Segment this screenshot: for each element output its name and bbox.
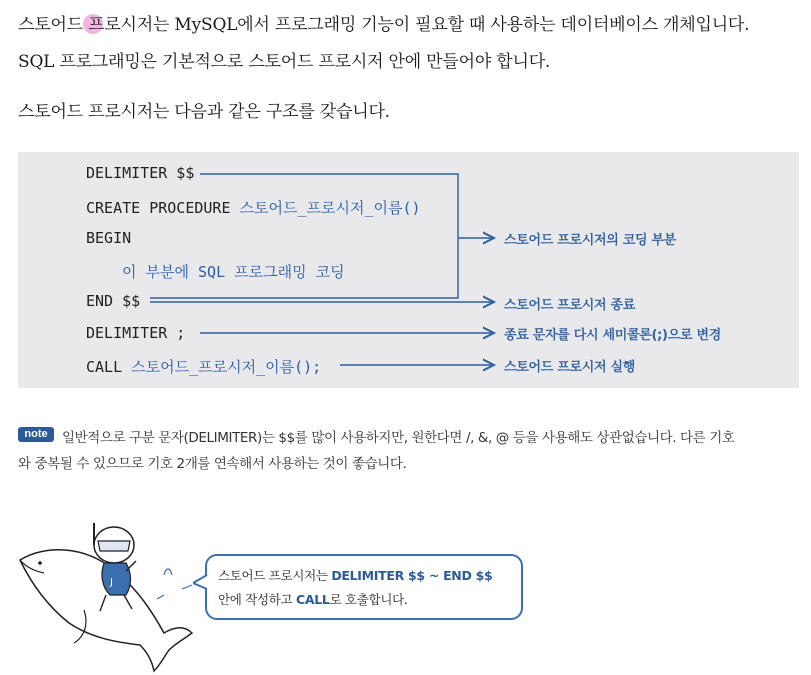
- dolphin-mascot-illustration: [14, 515, 194, 675]
- note-text-line2: 와 중복될 수 있으므로 기호 2개를 연속해서 사용하는 것이 좋습니다.: [18, 456, 407, 472]
- code-call-name: 스토어드_프로시저_이름();: [131, 358, 322, 376]
- svg-text:J: J: [110, 577, 113, 588]
- annotation-end: 스토어드 프로시저 종료: [504, 298, 636, 313]
- intro-paragraph-line2: SQL 프로그래밍은 기본적으로 스토어드 프로시저 안에 만들어야 합니다.: [18, 52, 551, 72]
- annotation-coding-part: 스토어드 프로시저의 코딩 부분: [504, 233, 677, 248]
- intro-paragraph-line1: 스토어드 프로시저는 MySQL에서 프로그래밍 기능이 필요할 때 사용하는 데이터베이스 개체입니다.: [18, 15, 750, 35]
- bubble-text: 스토어드 프로시저는: [218, 568, 332, 583]
- bubble-emphasis: CALL: [296, 592, 330, 607]
- annotation-execute: 스토어드 프로시저 실행: [504, 360, 636, 375]
- bubble-text: 로 호출합니다.: [329, 592, 408, 607]
- code-keyword: CREATE PROCEDURE: [86, 199, 240, 217]
- code-line-delimiter-end: DELIMITER ;: [86, 324, 186, 342]
- speech-bubble-line2: [218, 590, 408, 608]
- code-line-end: END $$: [86, 292, 141, 310]
- bubble-text: 안에 작성하고: [218, 592, 296, 607]
- speech-bubble: [205, 554, 523, 620]
- bubble-emphasis: DELIMITER $$ ~ END $$: [331, 568, 493, 583]
- code-line-body: 이 부분에 SQL 프로그래밍 코딩: [122, 263, 345, 281]
- intro-paragraph-line3: 스토어드 프로시저는 다음과 같은 구조를 갖습니다.: [18, 102, 390, 122]
- code-keyword: CALL: [86, 358, 132, 376]
- code-line-begin: BEGIN: [86, 229, 132, 247]
- speech-bubble-line1: [218, 566, 492, 584]
- code-line-delimiter-start: DELIMITER $$: [86, 164, 195, 182]
- speech-bubble-tail: [193, 575, 209, 591]
- code-procedure-name: 스토어드_프로시저_이름(): [239, 199, 421, 217]
- note-badge: note: [18, 427, 54, 442]
- annotation-delimiter-restore: 종료 문자를 다시 세미콜론(;)으로 변경: [504, 328, 721, 343]
- note-text-line1: 일반적으로 구분 문자(DELIMITER)는 $$를 많이 사용하지만, 원한다면 /, &, @ 등을 사용해도 상관없습니다. 다른 기호: [62, 430, 735, 446]
